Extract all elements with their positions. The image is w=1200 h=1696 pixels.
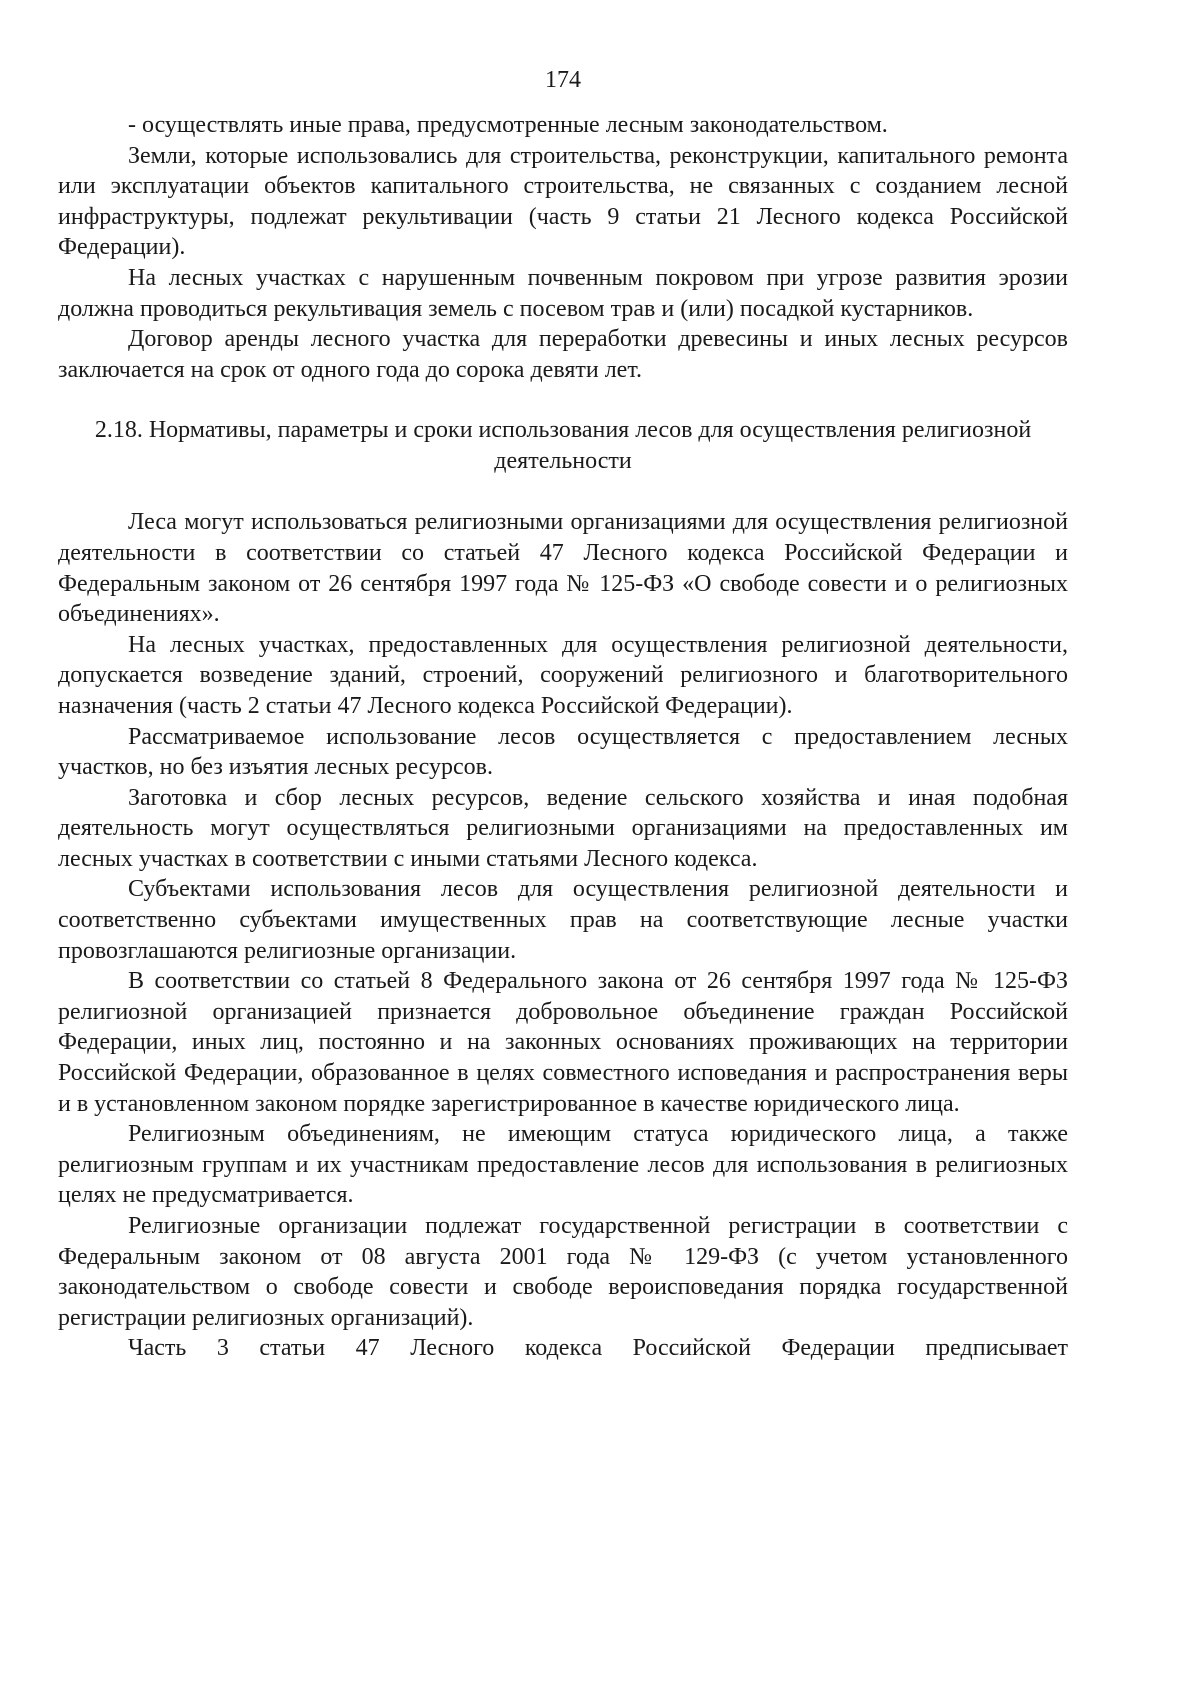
paragraph-subjects: Субъектами использования лесов для осуществления религиозной деятельности и соответственно субъектами имущественных прав на соответствующие лесные участки провозглашаются религиозные организации. — [58, 876, 1068, 964]
document-page — [58, 64, 1068, 1364]
paragraph-erosion-recultivation: На лесных участках с нарушенным почвенным покровом при угрозе развития эрозии должна проводиться рекультивация земель с посевом трав и (или) посадкой кустарников. — [58, 264, 1068, 322]
paragraph-buildings-allowed: На лесных участках, предоставленных для осуществления религиозной деятельности, допускается возведение зданий, строений, сооружений религиозного и благотворительного назначения (часть 2 статьи 47 Лесного кодекса Российской Федерации). — [58, 631, 1068, 719]
page-number: 174 — [545, 67, 581, 93]
paragraph-article-8: В соответствии со статьей 8 Федерального закона от 26 сентября 1997 года № 125-ФЗ религиозной организацией признается добровольное объединение граждан Российской Федерации, иных лиц, постоянно и на законных основаниях проживающих на территории Российской Федерации, образованное в целях совместного исповедания и распространения веры и в установленном законом порядке зарегистрированное в качестве юридического лица. — [58, 968, 1068, 1117]
paragraph-registration: Религиозные организации подлежат государственной регистрации в соответствии с Федеральным законом от 08 августа 2001 года № 129-ФЗ (с учетом установленного законодательством о свободе совести и свободе вероисповедания порядка государственной регистрации религиозных организаций). — [58, 1213, 1068, 1331]
paragraph-part-3: Часть 3 статьи 47 Лесного кодекса Российской Федерации предписывает — [128, 1335, 1068, 1362]
paragraph-land-recultivation: Земли, которые использовались для строительства, реконструкции, капитального ремонта или эксплуатации объектов капитального строительства, не связанных с созданием лесной инфраструктуры, подлежат рекультивации (часть 9 статьи 21 Лесного кодекса Российской Федерации). — [58, 142, 1068, 261]
section-heading: 2.18. Нормативы, параметры и сроки использования лесов для осуществления религиозной деятельности — [94, 417, 1032, 475]
paragraph-harvesting: Заготовка и сбор лесных ресурсов, ведение сельского хозяйства и иная подобная деятельность могут осуществляться религиозными организациями на предоставленных им лесных участках в соответствии с иными статьями Лесного кодекса. — [58, 784, 1068, 872]
paragraph-religious-use: Леса могут использоваться религиозными организациями для осуществления религиозной деятельности в соответствии со статьей 47 Лесного кодекса Российской Федерации и Федеральным законом от 26 сентября 1997 года № 125-ФЗ «О свободе совести и о религиозных объединениях». — [58, 509, 1068, 628]
paragraph-other-rights: - осуществлять иные права, предусмотренные лесным законодательством. — [128, 112, 888, 138]
paragraph-associations: Религиозным объединениям, не имеющим статуса юридического лица, а также религиозным группам и их участникам предоставление лесов для использования в религиозных целях не предусматривается. — [58, 1121, 1068, 1209]
paragraph-no-withdrawal: Рассматриваемое использование лесов осуществляется с предоставлением лесных участков, но без изъятия лесных ресурсов. — [58, 723, 1068, 781]
paragraph-lease-term: Договор аренды лесного участка для переработки древесины и иных лесных ресурсов заключается на срок от одного года до сорока девяти лет. — [58, 326, 1068, 383]
